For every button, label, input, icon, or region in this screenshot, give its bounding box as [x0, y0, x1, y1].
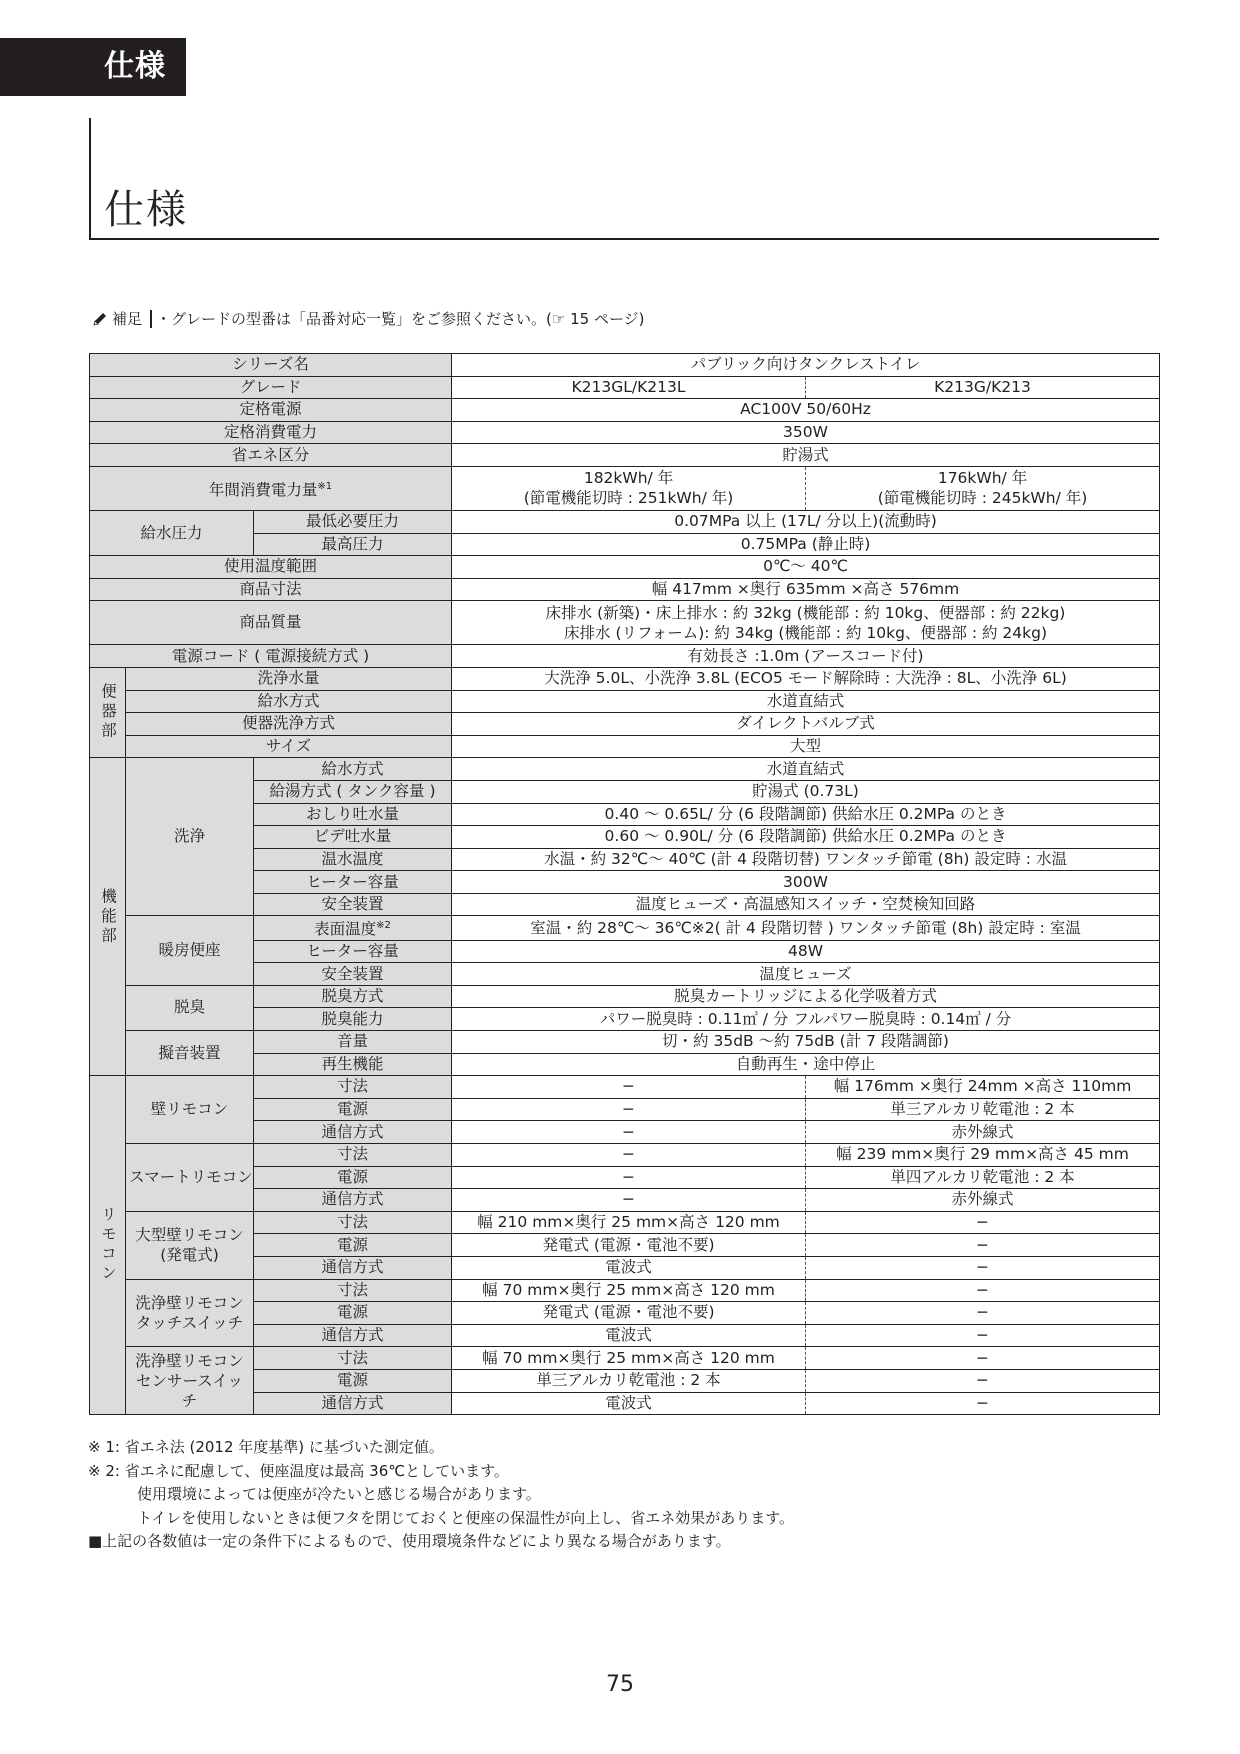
table-row [90, 1076, 1160, 1099]
title-underline [89, 238, 1159, 240]
table-row [90, 1279, 1160, 1302]
spec-value: 室温・約 28℃〜 36℃※2( 計 4 段階切替 ) ワンタッチ節電 (8h) 設定時 : 室温 [452, 916, 1160, 940]
note-separator [150, 310, 152, 328]
table-row [90, 690, 1160, 713]
footnote-1: ※ 1: 省エネ法 (2012 年度基準) に基づいた測定値。 [88, 1438, 444, 1456]
table-row [90, 556, 1160, 579]
footnote-2-line-2: 使用環境によっては便座が冷たいと感じる場合があります。 [137, 1485, 541, 1503]
spec-value: 脱臭カートリッジによる化学吸着方式 [452, 985, 1160, 1008]
table-row [90, 444, 1160, 467]
spec-label: 寸法 [254, 1211, 452, 1234]
spec-label: 電源 [254, 1234, 452, 1257]
spec-value: 貯湯式 [452, 444, 1160, 467]
spec-value-b: − [806, 1369, 1160, 1392]
spec-value-a: 発電式 (電源・電池不要) [452, 1302, 806, 1325]
spec-value: パブリック向けタンクレストイレ [452, 354, 1160, 377]
spec-value: 0.60 〜 0.90L/ 分 (6 段階調節) 供給水圧 0.2MPa のとき [452, 826, 1160, 849]
spec-label: 洗浄水量 [126, 667, 452, 690]
spec-label: 定格電源 [90, 399, 452, 422]
spec-value-b: − [806, 1392, 1160, 1415]
subgroup-label: 洗浄壁リモコン センサースイッチ [126, 1347, 254, 1415]
spec-value: AC100V 50/60Hz [452, 399, 1160, 422]
spec-value-b: 幅 176mm ×奥行 24mm ×高さ 110mm [806, 1076, 1160, 1099]
spec-value-a: − [452, 1121, 806, 1144]
spec-value: 幅 417mm ×奥行 635mm ×高さ 576mm [452, 578, 1160, 601]
table-row [90, 645, 1160, 668]
spec-value-a: − [452, 1076, 806, 1099]
spec-label: 年間消費電力量$^{※1}$ [90, 466, 452, 510]
spec-label: ヒーター容量 [254, 871, 452, 894]
spec-value-b: − [806, 1234, 1160, 1257]
title-vertical-rule [89, 118, 91, 239]
table-row [90, 1031, 1160, 1054]
subgroup-label: 洗浄壁リモコン タッチスイッチ [126, 1279, 254, 1347]
spec-value-b: 単三アルカリ乾電池 : 2 本 [806, 1098, 1160, 1121]
subgroup-label: 脱臭 [126, 985, 254, 1030]
spec-value: 300W [452, 871, 1160, 894]
spec-value: ダイレクトバルブ式 [452, 713, 1160, 736]
spec-value: 0.07MPa 以上 (17L/ 分以上)(流動時) [452, 510, 1160, 533]
table-row [90, 466, 1160, 510]
subgroup-label: 擬音装置 [126, 1031, 254, 1076]
subgroup-label: 暖房便座 [126, 916, 254, 985]
spec-value-b: − [806, 1324, 1160, 1347]
function-group-label: 機能部 [90, 758, 126, 1076]
remote-group-label: リモコン [90, 1076, 126, 1415]
spec-label: サイズ [126, 735, 452, 758]
spec-label: 通信方式 [254, 1256, 452, 1279]
footnote-2-line-3: トイレを使用しないときは便フタを閉じておくと便座の保温性が向上し、省エネ効果があります。 [137, 1508, 795, 1527]
spec-value-a: 電波式 [452, 1256, 806, 1279]
note-label: 補足 [112, 310, 143, 328]
subgroup-label: 洗浄 [126, 758, 254, 916]
spec-label: 給水方式 [254, 758, 452, 781]
table-row [90, 399, 1160, 422]
table-row [90, 1143, 1160, 1166]
spec-label: 安全装置 [254, 893, 452, 916]
table-row [90, 1347, 1160, 1370]
spec-label: 通信方式 [254, 1121, 452, 1144]
pencil-icon [92, 311, 108, 327]
spec-label: 音量 [254, 1031, 452, 1054]
spec-value-a: 電波式 [452, 1392, 806, 1415]
spec-label: 寸法 [254, 1347, 452, 1370]
spec-value-b: 赤外線式 [806, 1189, 1160, 1212]
spec-label: 最低必要圧力 [254, 510, 452, 533]
spec-value-b: − [806, 1302, 1160, 1325]
spec-value-a: 幅 70 mm×奥行 25 mm×高さ 120 mm [452, 1347, 806, 1370]
spec-value: 48W [452, 940, 1160, 963]
table-row [90, 667, 1160, 690]
spec-label: 商品寸法 [90, 578, 452, 601]
spec-value: 大型 [452, 735, 1160, 758]
spec-value: 温度ヒューズ・高温感知スイッチ・空焚検知回路 [452, 893, 1160, 916]
table-row [90, 758, 1160, 781]
table-row [90, 354, 1160, 377]
table-row [90, 735, 1160, 758]
spec-label: グレード [90, 376, 452, 399]
spec-label: 定格消費電力 [90, 421, 452, 444]
spec-value-a: − [452, 1189, 806, 1212]
spec-label: 商品質量 [90, 601, 452, 645]
spec-label: 安全装置 [254, 963, 452, 986]
spec-value-b: − [806, 1256, 1160, 1279]
spec-value: 0.75MPa (静止時) [452, 533, 1160, 556]
table-row [90, 601, 1160, 645]
spec-value-b: 176kWh/ 年 (節電機能切時 : 245kWh/ 年) [806, 466, 1160, 510]
section-tab: 仕様 [0, 38, 186, 96]
spec-value-a: 単三アルカリ乾電池 : 2 本 [452, 1369, 806, 1392]
footnotes [88, 1436, 794, 1554]
spec-label: 使用温度範囲 [90, 556, 452, 579]
spec-value: 切・約 35dB 〜約 75dB (計 7 段階調節) [452, 1031, 1160, 1054]
spec-value: 有効長さ :1.0m (アースコード付) [452, 645, 1160, 668]
table-row [90, 510, 1160, 533]
spec-label: 給水方式 [126, 690, 452, 713]
spec-value-a: 発電式 (電源・電池不要) [452, 1234, 806, 1257]
table-row [90, 713, 1160, 736]
spec-label: 電源 [254, 1098, 452, 1121]
spec-value-b: − [806, 1347, 1160, 1370]
spec-value: 床排水 (新築)・床上排水 : 約 32kg (機能部 : 約 10kg、便器部 : 約 22kg) 床排水 (リフォーム): 約 34kg (機能部 : 約 10kg、便器部 : 約 24kg) [452, 601, 1160, 645]
spec-label: 省エネ区分 [90, 444, 452, 467]
table-row [90, 376, 1160, 399]
spec-table [89, 353, 1160, 1415]
footnote-general: ■上記の各数値は一定の条件下によるもので、使用環境条件などにより異なる場合があります。 [88, 1532, 731, 1550]
spec-label: シリーズ名 [90, 354, 452, 377]
spec-label: 脱臭方式 [254, 985, 452, 1008]
spec-value: 水道直結式 [452, 690, 1160, 713]
spec-label: 電源 [254, 1369, 452, 1392]
page-number: 75 [606, 1672, 634, 1697]
spec-value-a: 幅 70 mm×奥行 25 mm×高さ 120 mm [452, 1279, 806, 1302]
spec-value-a: − [452, 1166, 806, 1189]
spec-label: 表面温度$^{※2}$ [254, 916, 452, 940]
spec-value: 自動再生・途中停止 [452, 1053, 1160, 1076]
spec-value: 貯湯式 (0.73L) [452, 780, 1160, 803]
spec-label: おしり吐水量 [254, 803, 452, 826]
spec-label: ヒーター容量 [254, 940, 452, 963]
spec-value-a: − [452, 1143, 806, 1166]
spec-label: 寸法 [254, 1076, 452, 1099]
spec-value-b: − [806, 1279, 1160, 1302]
table-row [90, 421, 1160, 444]
footnote-2: ※ 2: 省エネに配慮して、便座温度は最高 36℃としています。 [88, 1461, 509, 1480]
table-row [90, 916, 1160, 940]
spec-value: 温度ヒューズ [452, 963, 1160, 986]
note-text: ・グレードの型番は「品番対応一覧」をご参照ください。(☞ 15 ページ) [156, 310, 645, 328]
subgroup-label: 壁リモコン [126, 1076, 254, 1144]
spec-value-b: 単四アルカリ乾電池 : 2 本 [806, 1166, 1160, 1189]
spec-label: 便器洗浄方式 [126, 713, 452, 736]
table-row [90, 1211, 1160, 1234]
page-title: 仕様 [104, 187, 188, 233]
spec-label: 通信方式 [254, 1189, 452, 1212]
spec-value: 0.40 〜 0.65L/ 分 (6 段階調節) 供給水圧 0.2MPa のとき [452, 803, 1160, 826]
spec-label: 電源 [254, 1302, 452, 1325]
spec-value-b: − [806, 1211, 1160, 1234]
table-row [90, 578, 1160, 601]
spec-label: 電源コード ( 電源接続方式 ) [90, 645, 452, 668]
spec-value-a: − [452, 1098, 806, 1121]
group-label: 給水圧力 [90, 510, 254, 555]
subgroup-label: 大型壁リモコン (発電式) [126, 1211, 254, 1279]
spec-label: 最高圧力 [254, 533, 452, 556]
spec-value: 大洗浄 5.0L、小洗浄 3.8L (ECO5 モード解除時 : 大洗浄 : 8L、小洗浄 6L) [452, 667, 1160, 690]
spec-label: 温水温度 [254, 848, 452, 871]
spec-value: 0℃〜 40℃ [452, 556, 1160, 579]
spec-label: 寸法 [254, 1143, 452, 1166]
spec-value-a: 電波式 [452, 1324, 806, 1347]
spec-value: 水道直結式 [452, 758, 1160, 781]
spec-label: 脱臭能力 [254, 1008, 452, 1031]
spec-label: 電源 [254, 1166, 452, 1189]
bowl-group-label: 便器部 [90, 667, 126, 757]
table-row [90, 985, 1160, 1008]
spec-value-a: 幅 210 mm×奥行 25 mm×高さ 120 mm [452, 1211, 806, 1234]
spec-label: 再生機能 [254, 1053, 452, 1076]
spec-value-b: K213G/K213 [806, 376, 1160, 399]
spec-value-b: 幅 239 mm×奥行 29 mm×高さ 45 mm [806, 1143, 1160, 1166]
subgroup-label: スマートリモコン [126, 1143, 254, 1211]
spec-label: 寸法 [254, 1279, 452, 1302]
spec-label: 通信方式 [254, 1324, 452, 1347]
spec-label: 通信方式 [254, 1392, 452, 1415]
spec-value: パワー脱臭時 : 0.11㎥ / 分 フルパワー脱臭時 : 0.14㎥ / 分 [452, 1008, 1160, 1031]
spec-value: 水温・約 32℃〜 40℃ (計 4 段階切替) ワンタッチ節電 (8h) 設定時 : 水温 [452, 848, 1160, 871]
supplement-note [92, 308, 645, 329]
spec-value: 350W [452, 421, 1160, 444]
spec-label: ビデ吐水量 [254, 826, 452, 849]
spec-value-a: K213GL/K213L [452, 376, 806, 399]
spec-value-a: 182kWh/ 年 (節電機能切時 : 251kWh/ 年) [452, 466, 806, 510]
spec-value-b: 赤外線式 [806, 1121, 1160, 1144]
spec-label: 給湯方式 ( タンク容量 ) [254, 780, 452, 803]
